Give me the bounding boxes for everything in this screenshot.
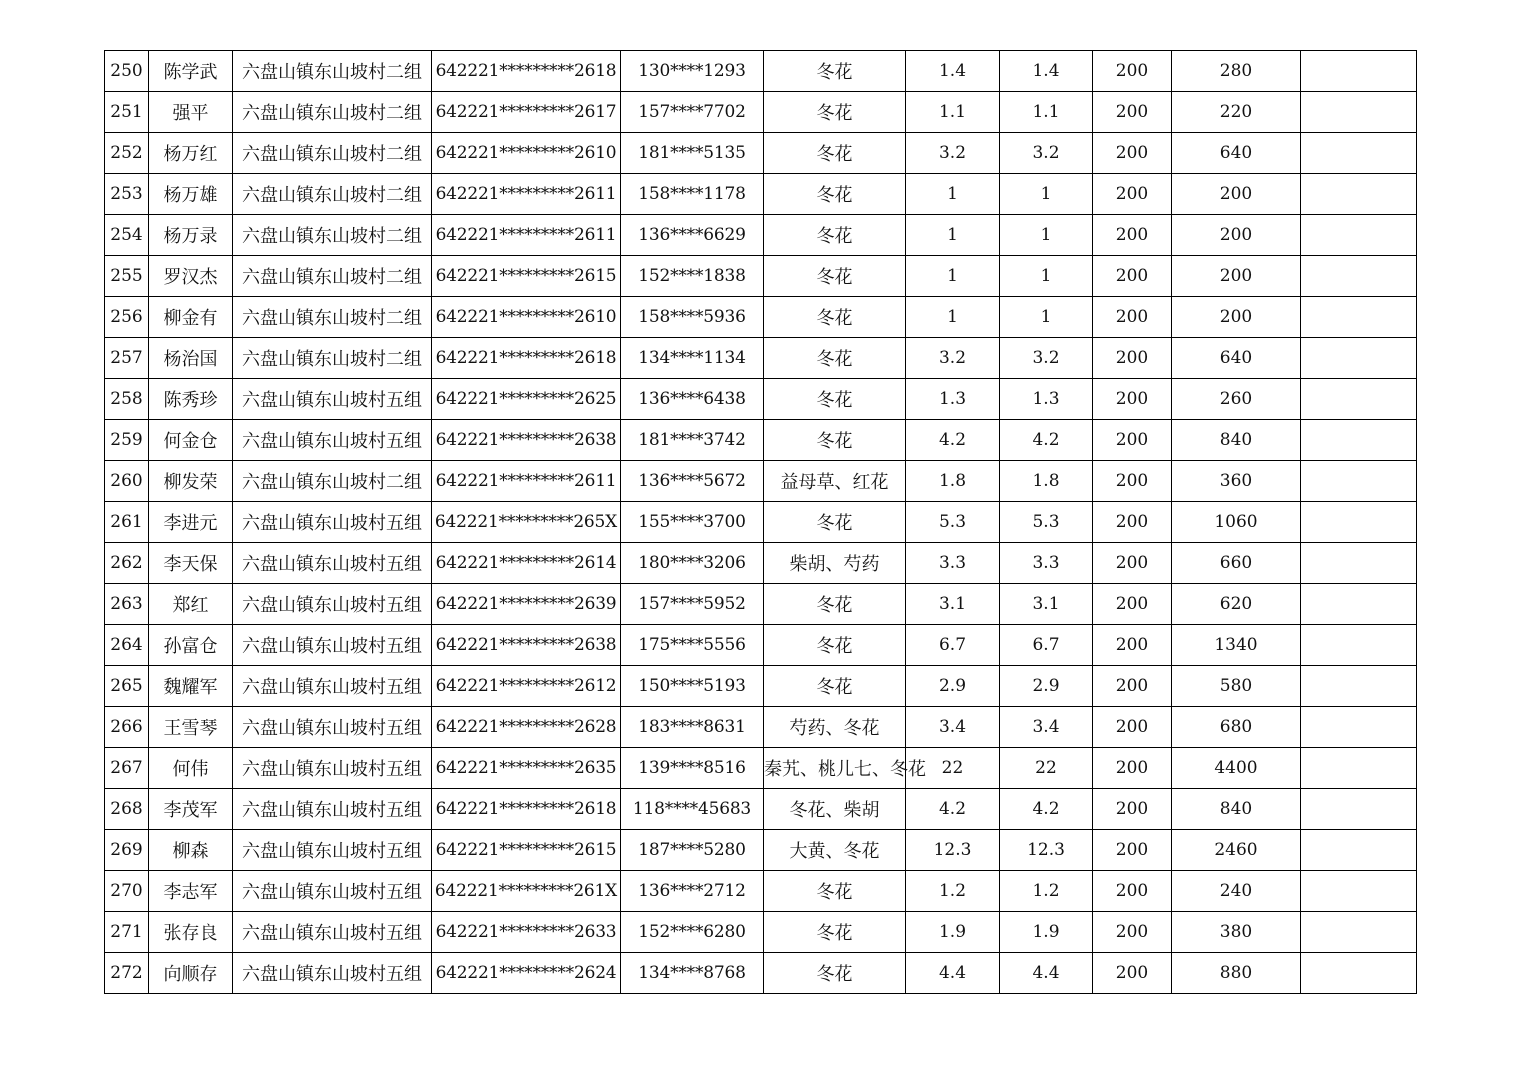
area-confirmed-cell: 1: [1000, 256, 1093, 297]
crop-cell: 冬花: [764, 297, 906, 338]
amount-cell: 640: [1172, 338, 1301, 379]
name-cell: 郑红: [149, 584, 233, 625]
area-confirmed-cell: 1.8: [1000, 461, 1093, 502]
row-number-cell: 263: [105, 584, 149, 625]
table-row: [105, 912, 1417, 953]
id-number-cell: 642221*********2618: [432, 789, 621, 830]
row-number-cell: 268: [105, 789, 149, 830]
subsidy-rate-cell: 200: [1093, 461, 1172, 502]
amount-cell: 840: [1172, 789, 1301, 830]
name-cell: 罗汉杰: [149, 256, 233, 297]
crop-cell: 冬花: [764, 92, 906, 133]
table-row: [105, 461, 1417, 502]
area-confirmed-cell: 1: [1000, 174, 1093, 215]
area-cell: 3.4: [906, 707, 1000, 748]
crop-cell: 冬花: [764, 174, 906, 215]
row-number-cell: 269: [105, 830, 149, 871]
row-number-cell: 255: [105, 256, 149, 297]
crop-cell: 冬花: [764, 256, 906, 297]
table-row: [105, 789, 1417, 830]
amount-cell: 660: [1172, 543, 1301, 584]
phone-cell: 134****8768: [621, 953, 764, 994]
subsidy-rate-cell: 200: [1093, 789, 1172, 830]
row-number-cell: 259: [105, 420, 149, 461]
address-cell: 六盘山镇东山坡村五组: [233, 502, 432, 543]
note-cell: [1301, 215, 1417, 256]
address-cell: 六盘山镇东山坡村五组: [233, 707, 432, 748]
table-row: [105, 420, 1417, 461]
name-cell: 杨治国: [149, 338, 233, 379]
id-number-cell: 642221*********2614: [432, 543, 621, 584]
subsidy-rate-cell: 200: [1093, 912, 1172, 953]
area-cell: 1.1: [906, 92, 1000, 133]
note-cell: [1301, 953, 1417, 994]
subsidy-rate-cell: 200: [1093, 748, 1172, 789]
area-confirmed-cell: 6.7: [1000, 625, 1093, 666]
address-cell: 六盘山镇东山坡村二组: [233, 256, 432, 297]
subsidy-rate-cell: 200: [1093, 666, 1172, 707]
address-cell: 六盘山镇东山坡村五组: [233, 789, 432, 830]
name-cell: 柳发荣: [149, 461, 233, 502]
note-cell: [1301, 830, 1417, 871]
crop-cell: 冬花: [764, 215, 906, 256]
note-cell: [1301, 707, 1417, 748]
crop-cell: 冬花: [764, 133, 906, 174]
note-cell: [1301, 92, 1417, 133]
address-cell: 六盘山镇东山坡村二组: [233, 338, 432, 379]
crop-cell: 柴胡、芍药: [764, 543, 906, 584]
subsidy-rate-cell: 200: [1093, 871, 1172, 912]
id-number-cell: 642221*********2615: [432, 830, 621, 871]
area-cell: 12.3: [906, 830, 1000, 871]
name-cell: 陈学武: [149, 51, 233, 92]
amount-cell: 1060: [1172, 502, 1301, 543]
name-cell: 陈秀珍: [149, 379, 233, 420]
address-cell: 六盘山镇东山坡村二组: [233, 92, 432, 133]
crop-cell: 冬花: [764, 666, 906, 707]
amount-cell: 260: [1172, 379, 1301, 420]
id-number-cell: 642221*********2610: [432, 297, 621, 338]
table-row: [105, 338, 1417, 379]
note-cell: [1301, 625, 1417, 666]
area-confirmed-cell: 1: [1000, 297, 1093, 338]
address-cell: 六盘山镇东山坡村五组: [233, 420, 432, 461]
amount-cell: 620: [1172, 584, 1301, 625]
name-cell: 李志军: [149, 871, 233, 912]
amount-cell: 200: [1172, 174, 1301, 215]
subsidy-rate-cell: 200: [1093, 215, 1172, 256]
amount-cell: 640: [1172, 133, 1301, 174]
phone-cell: 180****3206: [621, 543, 764, 584]
area-confirmed-cell: 3.2: [1000, 133, 1093, 174]
crop-cell: 冬花: [764, 420, 906, 461]
amount-cell: 840: [1172, 420, 1301, 461]
note-cell: [1301, 338, 1417, 379]
table-row: [105, 92, 1417, 133]
subsidy-rate-cell: 200: [1093, 379, 1172, 420]
area-cell: 1.9: [906, 912, 1000, 953]
table-row: [105, 707, 1417, 748]
crop-cell: 冬花: [764, 912, 906, 953]
subsidy-rate-cell: 200: [1093, 174, 1172, 215]
area-confirmed-cell: 4.4: [1000, 953, 1093, 994]
area-cell: 1: [906, 297, 1000, 338]
address-cell: 六盘山镇东山坡村五组: [233, 953, 432, 994]
name-cell: 杨万录: [149, 215, 233, 256]
note-cell: [1301, 748, 1417, 789]
row-number-cell: 262: [105, 543, 149, 584]
subsidy-rate-cell: 200: [1093, 830, 1172, 871]
id-number-cell: 642221*********2624: [432, 953, 621, 994]
amount-cell: 680: [1172, 707, 1301, 748]
name-cell: 杨万红: [149, 133, 233, 174]
phone-cell: 157****5952: [621, 584, 764, 625]
area-confirmed-cell: 1.2: [1000, 871, 1093, 912]
subsidy-rate-cell: 200: [1093, 51, 1172, 92]
note-cell: [1301, 420, 1417, 461]
address-cell: 六盘山镇东山坡村五组: [233, 625, 432, 666]
area-cell: 1.4: [906, 51, 1000, 92]
row-number-cell: 251: [105, 92, 149, 133]
id-number-cell: 642221*********2615: [432, 256, 621, 297]
id-number-cell: 642221*********265X: [432, 502, 621, 543]
id-number-cell: 642221*********2618: [432, 51, 621, 92]
row-number-cell: 252: [105, 133, 149, 174]
name-cell: 杨万雄: [149, 174, 233, 215]
phone-cell: 181****3742: [621, 420, 764, 461]
phone-cell: 157****7702: [621, 92, 764, 133]
id-number-cell: 642221*********2639: [432, 584, 621, 625]
row-number-cell: 264: [105, 625, 149, 666]
phone-cell: 118****45683: [621, 789, 764, 830]
crop-cell: 冬花: [764, 625, 906, 666]
phone-cell: 158****5936: [621, 297, 764, 338]
note-cell: [1301, 379, 1417, 420]
crop-cell: 秦艽、桃儿七、冬花: [764, 748, 906, 789]
address-cell: 六盘山镇东山坡村五组: [233, 584, 432, 625]
amount-cell: 1340: [1172, 625, 1301, 666]
subsidy-rate-cell: 200: [1093, 502, 1172, 543]
amount-cell: 2460: [1172, 830, 1301, 871]
amount-cell: 380: [1172, 912, 1301, 953]
row-number-cell: 257: [105, 338, 149, 379]
table-body: [105, 51, 1417, 994]
amount-cell: 200: [1172, 297, 1301, 338]
subsidy-rate-cell: 200: [1093, 133, 1172, 174]
id-number-cell: 642221*********2635: [432, 748, 621, 789]
table-row: [105, 666, 1417, 707]
table-row: [105, 625, 1417, 666]
area-confirmed-cell: 1.9: [1000, 912, 1093, 953]
table-row: [105, 830, 1417, 871]
address-cell: 六盘山镇东山坡村二组: [233, 51, 432, 92]
name-cell: 魏耀军: [149, 666, 233, 707]
subsidy-rate-cell: 200: [1093, 338, 1172, 379]
id-number-cell: 642221*********261X: [432, 871, 621, 912]
table-row: [105, 174, 1417, 215]
subsidy-rate-cell: 200: [1093, 297, 1172, 338]
phone-cell: 155****3700: [621, 502, 764, 543]
name-cell: 柳森: [149, 830, 233, 871]
note-cell: [1301, 543, 1417, 584]
table-row: [105, 133, 1417, 174]
address-cell: 六盘山镇东山坡村五组: [233, 748, 432, 789]
area-cell: 22: [906, 748, 1000, 789]
table-row: [105, 256, 1417, 297]
name-cell: 何伟: [149, 748, 233, 789]
table-row: [105, 748, 1417, 789]
id-number-cell: 642221*********2611: [432, 461, 621, 502]
data-table: [104, 50, 1417, 994]
area-confirmed-cell: 5.3: [1000, 502, 1093, 543]
subsidy-rate-cell: 200: [1093, 953, 1172, 994]
crop-cell: 大黄、冬花: [764, 830, 906, 871]
name-cell: 李天保: [149, 543, 233, 584]
phone-cell: 136****6438: [621, 379, 764, 420]
amount-cell: 880: [1172, 953, 1301, 994]
name-cell: 张存良: [149, 912, 233, 953]
name-cell: 强平: [149, 92, 233, 133]
note-cell: [1301, 256, 1417, 297]
id-number-cell: 642221*********2612: [432, 666, 621, 707]
note-cell: [1301, 789, 1417, 830]
subsidy-rate-cell: 200: [1093, 707, 1172, 748]
address-cell: 六盘山镇东山坡村二组: [233, 174, 432, 215]
note-cell: [1301, 502, 1417, 543]
table-row: [105, 297, 1417, 338]
table-row: [105, 502, 1417, 543]
area-cell: 4.4: [906, 953, 1000, 994]
row-number-cell: 261: [105, 502, 149, 543]
note-cell: [1301, 297, 1417, 338]
area-cell: 3.1: [906, 584, 1000, 625]
name-cell: 李进元: [149, 502, 233, 543]
row-number-cell: 253: [105, 174, 149, 215]
row-number-cell: 266: [105, 707, 149, 748]
phone-cell: 181****5135: [621, 133, 764, 174]
phone-cell: 187****5280: [621, 830, 764, 871]
address-cell: 六盘山镇东山坡村五组: [233, 666, 432, 707]
id-number-cell: 642221*********2610: [432, 133, 621, 174]
row-number-cell: 260: [105, 461, 149, 502]
table-row: [105, 953, 1417, 994]
crop-cell: 冬花: [764, 502, 906, 543]
area-cell: 1.2: [906, 871, 1000, 912]
amount-cell: 360: [1172, 461, 1301, 502]
crop-cell: 冬花: [764, 338, 906, 379]
area-cell: 5.3: [906, 502, 1000, 543]
crop-cell: 冬花: [764, 51, 906, 92]
area-cell: 1.3: [906, 379, 1000, 420]
id-number-cell: 642221*********2633: [432, 912, 621, 953]
id-number-cell: 642221*********2638: [432, 420, 621, 461]
amount-cell: 240: [1172, 871, 1301, 912]
amount-cell: 220: [1172, 92, 1301, 133]
area-confirmed-cell: 1: [1000, 215, 1093, 256]
crop-cell: 冬花: [764, 953, 906, 994]
area-cell: 3.3: [906, 543, 1000, 584]
area-confirmed-cell: 3.3: [1000, 543, 1093, 584]
phone-cell: 136****2712: [621, 871, 764, 912]
row-number-cell: 258: [105, 379, 149, 420]
name-cell: 李茂军: [149, 789, 233, 830]
phone-cell: 139****8516: [621, 748, 764, 789]
row-number-cell: 265: [105, 666, 149, 707]
row-number-cell: 271: [105, 912, 149, 953]
table-row: [105, 584, 1417, 625]
area-confirmed-cell: 22: [1000, 748, 1093, 789]
phone-cell: 175****5556: [621, 625, 764, 666]
table-row: [105, 51, 1417, 92]
address-cell: 六盘山镇东山坡村五组: [233, 543, 432, 584]
amount-cell: 200: [1172, 256, 1301, 297]
name-cell: 何金仓: [149, 420, 233, 461]
name-cell: 王雪琴: [149, 707, 233, 748]
name-cell: 孙富仓: [149, 625, 233, 666]
phone-cell: 136****5672: [621, 461, 764, 502]
area-confirmed-cell: 1.1: [1000, 92, 1093, 133]
subsidy-rate-cell: 200: [1093, 625, 1172, 666]
note-cell: [1301, 666, 1417, 707]
area-confirmed-cell: 12.3: [1000, 830, 1093, 871]
phone-cell: 158****1178: [621, 174, 764, 215]
subsidy-rate-cell: 200: [1093, 584, 1172, 625]
id-number-cell: 642221*********2618: [432, 338, 621, 379]
phone-cell: 136****6629: [621, 215, 764, 256]
id-number-cell: 642221*********2625: [432, 379, 621, 420]
area-confirmed-cell: 4.2: [1000, 789, 1093, 830]
area-confirmed-cell: 1.4: [1000, 51, 1093, 92]
subsidy-rate-cell: 200: [1093, 420, 1172, 461]
note-cell: [1301, 584, 1417, 625]
phone-cell: 134****1134: [621, 338, 764, 379]
address-cell: 六盘山镇东山坡村二组: [233, 461, 432, 502]
area-confirmed-cell: 3.4: [1000, 707, 1093, 748]
note-cell: [1301, 133, 1417, 174]
area-cell: 4.2: [906, 420, 1000, 461]
crop-cell: 冬花: [764, 379, 906, 420]
phone-cell: 152****6280: [621, 912, 764, 953]
crop-cell: 芍药、冬花: [764, 707, 906, 748]
row-number-cell: 250: [105, 51, 149, 92]
note-cell: [1301, 912, 1417, 953]
table-row: [105, 215, 1417, 256]
amount-cell: 280: [1172, 51, 1301, 92]
crop-cell: 益母草、红花: [764, 461, 906, 502]
area-confirmed-cell: 1.3: [1000, 379, 1093, 420]
id-number-cell: 642221*********2617: [432, 92, 621, 133]
address-cell: 六盘山镇东山坡村五组: [233, 871, 432, 912]
area-cell: 2.9: [906, 666, 1000, 707]
row-number-cell: 267: [105, 748, 149, 789]
note-cell: [1301, 174, 1417, 215]
address-cell: 六盘山镇东山坡村二组: [233, 215, 432, 256]
phone-cell: 150****5193: [621, 666, 764, 707]
area-cell: 4.2: [906, 789, 1000, 830]
crop-cell: 冬花、柴胡: [764, 789, 906, 830]
subsidy-rate-cell: 200: [1093, 92, 1172, 133]
amount-cell: 4400: [1172, 748, 1301, 789]
area-confirmed-cell: 2.9: [1000, 666, 1093, 707]
crop-cell: 冬花: [764, 584, 906, 625]
row-number-cell: 254: [105, 215, 149, 256]
amount-cell: 200: [1172, 215, 1301, 256]
note-cell: [1301, 461, 1417, 502]
address-cell: 六盘山镇东山坡村五组: [233, 912, 432, 953]
area-cell: 1: [906, 174, 1000, 215]
name-cell: 柳金有: [149, 297, 233, 338]
note-cell: [1301, 871, 1417, 912]
area-confirmed-cell: 4.2: [1000, 420, 1093, 461]
address-cell: 六盘山镇东山坡村五组: [233, 379, 432, 420]
crop-cell: 冬花: [764, 871, 906, 912]
phone-cell: 152****1838: [621, 256, 764, 297]
row-number-cell: 256: [105, 297, 149, 338]
area-cell: 6.7: [906, 625, 1000, 666]
table-row: [105, 871, 1417, 912]
row-number-cell: 270: [105, 871, 149, 912]
address-cell: 六盘山镇东山坡村二组: [233, 297, 432, 338]
table-row: [105, 379, 1417, 420]
amount-cell: 580: [1172, 666, 1301, 707]
id-number-cell: 642221*********2611: [432, 174, 621, 215]
area-confirmed-cell: 3.2: [1000, 338, 1093, 379]
name-cell: 向顺存: [149, 953, 233, 994]
subsidy-rate-cell: 200: [1093, 543, 1172, 584]
area-confirmed-cell: 3.1: [1000, 584, 1093, 625]
area-cell: 1: [906, 256, 1000, 297]
area-cell: 3.2: [906, 133, 1000, 174]
phone-cell: 130****1293: [621, 51, 764, 92]
area-cell: 3.2: [906, 338, 1000, 379]
table-row: [105, 543, 1417, 584]
phone-cell: 183****8631: [621, 707, 764, 748]
row-number-cell: 272: [105, 953, 149, 994]
address-cell: 六盘山镇东山坡村二组: [233, 133, 432, 174]
id-number-cell: 642221*********2611: [432, 215, 621, 256]
area-cell: 1: [906, 215, 1000, 256]
subsidy-rate-cell: 200: [1093, 256, 1172, 297]
note-cell: [1301, 51, 1417, 92]
id-number-cell: 642221*********2628: [432, 707, 621, 748]
area-cell: 1.8: [906, 461, 1000, 502]
id-number-cell: 642221*********2638: [432, 625, 621, 666]
address-cell: 六盘山镇东山坡村五组: [233, 830, 432, 871]
